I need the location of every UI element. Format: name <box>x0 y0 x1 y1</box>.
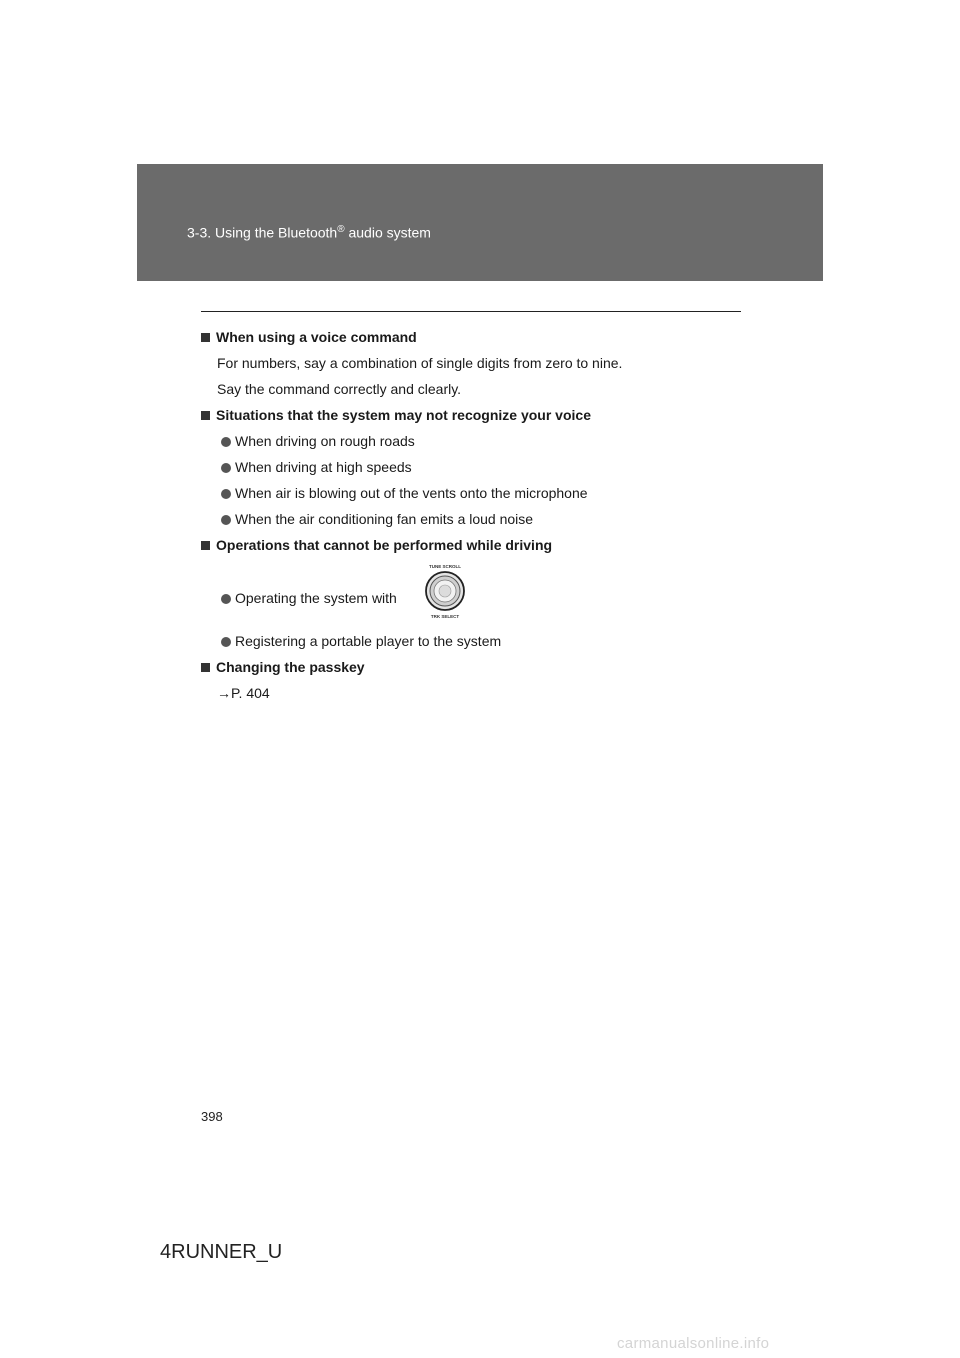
paragraph-line: For numbers, say a combination of single digits from zero to nine. <box>217 355 623 371</box>
arrow-right-icon: → <box>217 685 231 701</box>
square-bullet-icon <box>201 411 210 420</box>
section-divider <box>201 311 741 312</box>
bullet-item: When driving on rough roads <box>201 431 761 457</box>
bullet-item: When driving at high speeds <box>201 457 761 483</box>
paragraph-line: Say the command correctly and clearly. <box>217 381 462 397</box>
knob-label-top: TUNE SCROLL <box>429 564 461 569</box>
document-id: 4RUNNER_U <box>160 1241 283 1263</box>
registered-mark: ® <box>337 224 345 235</box>
section-heading: Situations that the system may not recognize your voice <box>201 405 761 431</box>
round-bullet-icon <box>221 463 231 473</box>
round-bullet-icon <box>221 437 231 447</box>
round-bullet-icon <box>221 515 231 525</box>
section-heading: Changing the passkey <box>201 657 761 683</box>
square-bullet-icon <box>201 541 210 550</box>
bullet-item <box>201 561 761 631</box>
round-bullet-icon <box>221 489 231 499</box>
section-heading: When using a voice command <box>201 327 761 353</box>
bullet-item: When air is blowing out of the vents onto the microphone <box>201 483 761 509</box>
tune-scroll-knob-icon <box>420 561 470 621</box>
bullet-item: When the air conditioning fan emits a loud noise <box>201 509 761 535</box>
square-bullet-icon <box>201 333 210 342</box>
chapter-header-band <box>137 164 823 281</box>
round-bullet-icon <box>221 637 231 647</box>
site-watermark: carmanualsonline.info <box>617 1335 770 1352</box>
section-heading: Operations that cannot be performed while driving <box>201 535 761 561</box>
page-reference-link[interactable]: P. 404 <box>231 685 270 701</box>
page-number: 398 <box>201 1109 223 1124</box>
page-reference <box>201 683 761 709</box>
chapter-title: 3-3. Using the Bluetooth® audio system <box>187 224 431 241</box>
knob-label-bottom: TRK SELECT <box>430 614 460 619</box>
bullet-item: Registering a portable player to the system <box>201 631 761 657</box>
square-bullet-icon <box>201 663 210 672</box>
bullet-text: Operating the system with <box>221 588 397 608</box>
page-content <box>201 327 761 709</box>
round-bullet-icon <box>221 594 231 604</box>
